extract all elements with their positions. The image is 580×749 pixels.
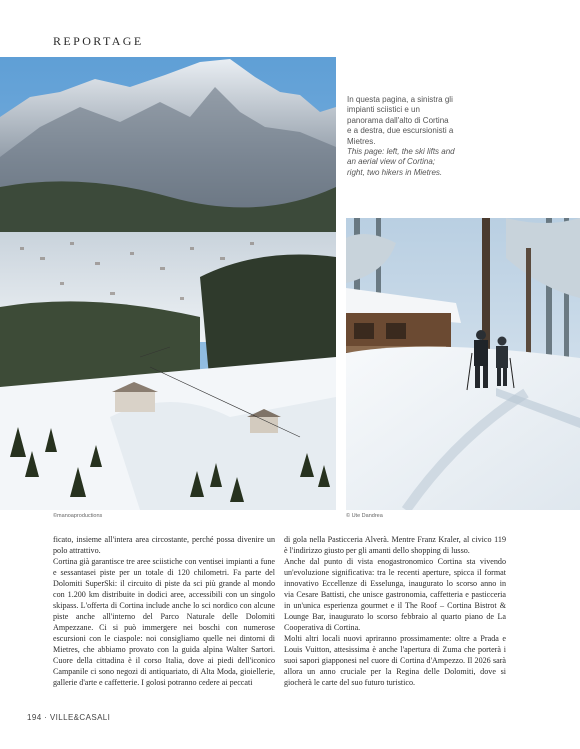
- publication-name: VILLE&CASALI: [49, 713, 111, 722]
- footer-separator: ·: [44, 713, 48, 722]
- section-title: REPORTAGE: [53, 34, 144, 48]
- photo-credit-right: © Ute Dandrea: [346, 513, 383, 519]
- aerial-photo-cortina: [0, 57, 336, 510]
- article-column-left: [53, 534, 275, 688]
- paragraph: di gola nella Pasticceria Alverà. Mentre Franz Kraler, al civico 119 è l'indirizzo giusto per gli amanti dello shopping di lusso.: [284, 535, 506, 555]
- article-column-right: [284, 534, 506, 688]
- caption-english: This page: left, the ski lifts and an aerial view of Cortina; right, two hikers in Mietres.: [347, 147, 455, 177]
- paragraph: ficato, insieme all'intera area circostante, perché possa divenire un polo attrattivo.: [53, 535, 275, 555]
- paragraph: Molti altri locali nuovi apriranno prossimamente: oltre a Prada e Louis Vuitton, attesissima è anche l'apertura di Zuma che porterà i suoi sapori giapponesi nel cuore di Cortina d'Ampezzo. Il 2026 sarà allora un anno cruciale per la Regina delle Dolomiti, dove si giocherà le carte del suo futuro turistico.: [284, 634, 506, 687]
- photo-credit-left: ©manoaproductions: [53, 513, 103, 519]
- caption-italian: In questa pagina, a sinistra gli impianti sciistici e un panorama dall'alto di Cortina e a destra, due escursionisti a Mietres.: [347, 95, 454, 146]
- hikers-photo-mietres: [346, 218, 580, 510]
- paragraph: Anche dal punto di vista enogastronomico Cortina sta vivendo un'evoluzione significativa: tra le recenti aperture, spicca il format innovativo Eccellenze di Esselunga, inaugurato lo scorso anno in via Cesare Battisti, che unisce gastronomia, caffetteria e pasticceria in un'unica esperienza gourmet e il The Roof – Cortina Bistrot & Lounge Bar, inaugurato lo scorso febbraio al quarto piano de La Cooperativa di Cortina.: [284, 557, 506, 632]
- photo-caption: [347, 95, 455, 178]
- page-footer: [27, 713, 110, 722]
- paragraph: Cortina già garantisce tre aree sciistiche con ventisei impianti a fune e sessantasei piste per un totale di 120 chilometri. Fa parte del Dolomiti SuperSki: il circuito di piste da sci più grande al mondo con 1.200 km distribuite in dodici aree, accessibili con un singolo skipass. L'offerta di Cortina include anche lo sci nordico con alcune piste anche all'interno del Parco Naturale delle Dolomiti Ampezzane. Ci si può immergere nei boschi con numerose escursioni con le ciaspole: noi consigliamo quelle nei dintorni di Mietres, che abbiamo provato con la guida alpina Walter Sartori. Cuore della cittadina è il corso Italia, dove ai piedi dell'iconico Campanile ci sono negozi di antiquariato, di Alta Moda, gioiellerie, gallerie d'arte e caffetterie. I golosi potranno cedere ai peccati: [53, 557, 275, 687]
- page-number: 194: [27, 713, 42, 722]
